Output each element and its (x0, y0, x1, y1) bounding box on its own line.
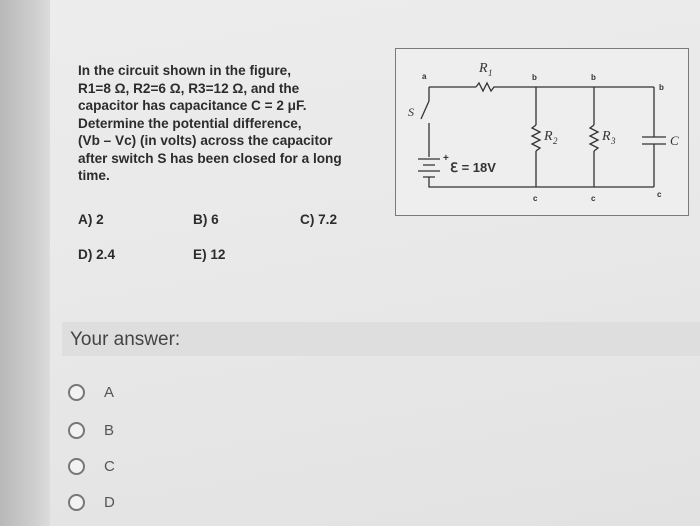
question-text (78, 62, 378, 185)
label-cap: C (670, 133, 679, 148)
answer-header (62, 322, 700, 356)
answer-label: Your answer: (70, 329, 181, 350)
radio-option-b[interactable] (68, 422, 85, 439)
svg-text:3: 3 (611, 136, 616, 146)
question-line: R1=8 Ω, R2=6 Ω, R3=12 Ω, and the (78, 80, 300, 96)
choice-e: E) 12 (193, 247, 226, 262)
desk-edge (0, 0, 50, 526)
option-label-d[interactable]: D (104, 494, 115, 511)
node-a: a (422, 72, 427, 81)
choice-c: C) 7.2 (300, 212, 338, 227)
choice-d: D) 2.4 (78, 247, 116, 262)
circuit-diagram (396, 49, 690, 217)
label-r2: R (544, 129, 553, 144)
resistor-r3 (590, 125, 598, 151)
option-label-c[interactable]: C (104, 458, 115, 475)
node-c: c (533, 194, 538, 203)
label-r1: R (479, 61, 488, 76)
node-b: b (532, 73, 537, 82)
label-switch: S (408, 105, 414, 119)
question-line: time. (78, 168, 110, 183)
label-plus: + (443, 153, 449, 164)
switch-s (421, 101, 429, 119)
option-label-a[interactable]: A (104, 384, 115, 401)
question-line: after switch S has been closed for a long (78, 150, 342, 166)
question-line: In the circuit shown in the figure, (78, 63, 291, 78)
radio-option-c[interactable] (68, 458, 85, 475)
question-line: Determine the potential difference, (78, 115, 302, 131)
choice-a: A) 2 (78, 212, 104, 227)
resistor-r2 (532, 125, 540, 151)
node-b: b (659, 83, 664, 92)
choice-b: B) 6 (193, 212, 219, 227)
node-c: c (591, 194, 596, 203)
radio-option-a[interactable] (68, 384, 85, 401)
circuit-figure (395, 48, 689, 216)
node-b: b (591, 73, 596, 82)
label-r3: R (602, 129, 611, 144)
battery (418, 159, 440, 177)
capacitor (642, 137, 666, 144)
label-emf: ℇ = 18V (450, 160, 496, 175)
radio-option-d[interactable] (68, 494, 85, 511)
option-label-b[interactable]: B (104, 422, 115, 439)
svg-text:2: 2 (553, 136, 558, 146)
svg-text:1: 1 (488, 68, 493, 78)
question-line: capacitor has capacitance C = 2 μF. (78, 98, 307, 113)
resistor-r1 (476, 83, 496, 91)
question-line: (Vb – Vc) (in volts) across the capacitor (78, 133, 333, 148)
node-c: c (657, 190, 662, 199)
